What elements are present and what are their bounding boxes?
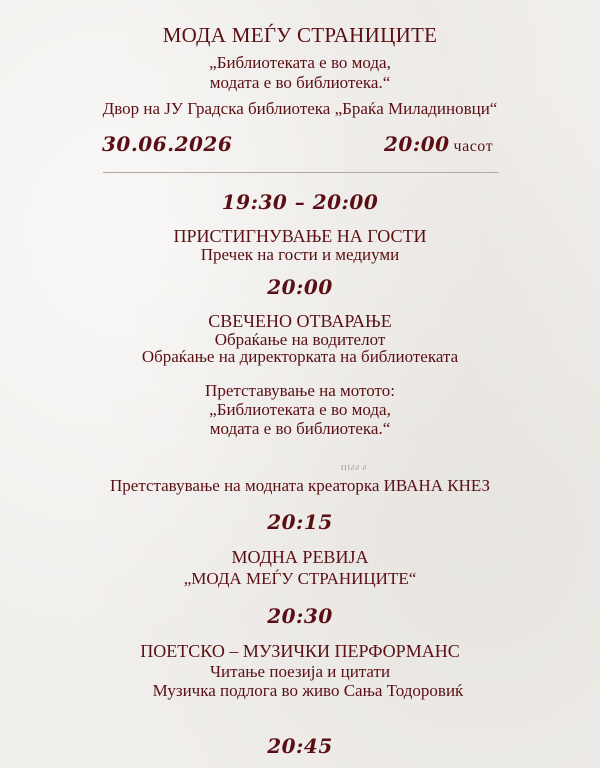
designer-presentation: Претставување на модната креаторка ИВАНА КНЕЗ bbox=[110, 476, 490, 495]
event-time bbox=[384, 132, 493, 156]
event-time-suffix: часот bbox=[453, 138, 494, 155]
slot2-motto-line-1: „Библиотеката е во мода, bbox=[209, 400, 391, 419]
slot4-heading: ПОЕТСКО – МУЗИЧКИ ПЕРФОРМАНС bbox=[140, 641, 460, 661]
slot2-time: 20:00 bbox=[267, 275, 333, 299]
slot1-detail: Пречек на гости и медиуми bbox=[200, 245, 400, 264]
event-title: МОДА МЕЃУ СТРАНИЦИТЕ bbox=[162, 23, 438, 47]
event-time-value: 20:00 bbox=[384, 132, 450, 156]
slot4-detail-1: Читање поезија и цитати bbox=[209, 662, 391, 681]
slot2-detail-1: Обраќање на водителот bbox=[214, 330, 386, 349]
slot3-detail: „МОДА МЕЃУ СТРАНИЦИТЕ“ bbox=[183, 569, 417, 588]
slot3-time: 20:15 bbox=[267, 510, 333, 534]
event-date: 30.06.2026 bbox=[102, 132, 233, 156]
venue: Двор на ЈУ Градска библиотека „Браќа Миладиновци“ bbox=[102, 99, 498, 118]
small-mark: ΙΙΙ∂∂ ∂ bbox=[341, 464, 368, 472]
motto-line-2: модата е во библиотека.“ bbox=[209, 73, 391, 92]
slot5-time: 20:45 bbox=[267, 734, 333, 758]
slot2-heading: СВЕЧЕНО ОТВАРАЊЕ bbox=[208, 311, 392, 331]
slot2-detail-2: Обраќање на директорката на библиотеката bbox=[141, 347, 459, 366]
slot1-time: 19:30 – 20:00 bbox=[221, 190, 379, 214]
slot3-heading: МОДНА РЕВИЈА bbox=[231, 547, 369, 567]
divider bbox=[103, 172, 499, 173]
motto-intro: Претставување на мотото: bbox=[205, 381, 395, 400]
slot1-heading: ПРИСТИГНУВАЊЕ НА ГОСТИ bbox=[173, 226, 427, 246]
motto-line-1: „Библиотеката е во мода, bbox=[209, 53, 391, 72]
slot4-detail-2: Музичка подлога во живо Сања Тодоровиќ bbox=[152, 681, 464, 700]
slot2-motto-line-2: модата е во библиотека.“ bbox=[209, 419, 391, 438]
slot4-time: 20:30 bbox=[267, 604, 333, 628]
